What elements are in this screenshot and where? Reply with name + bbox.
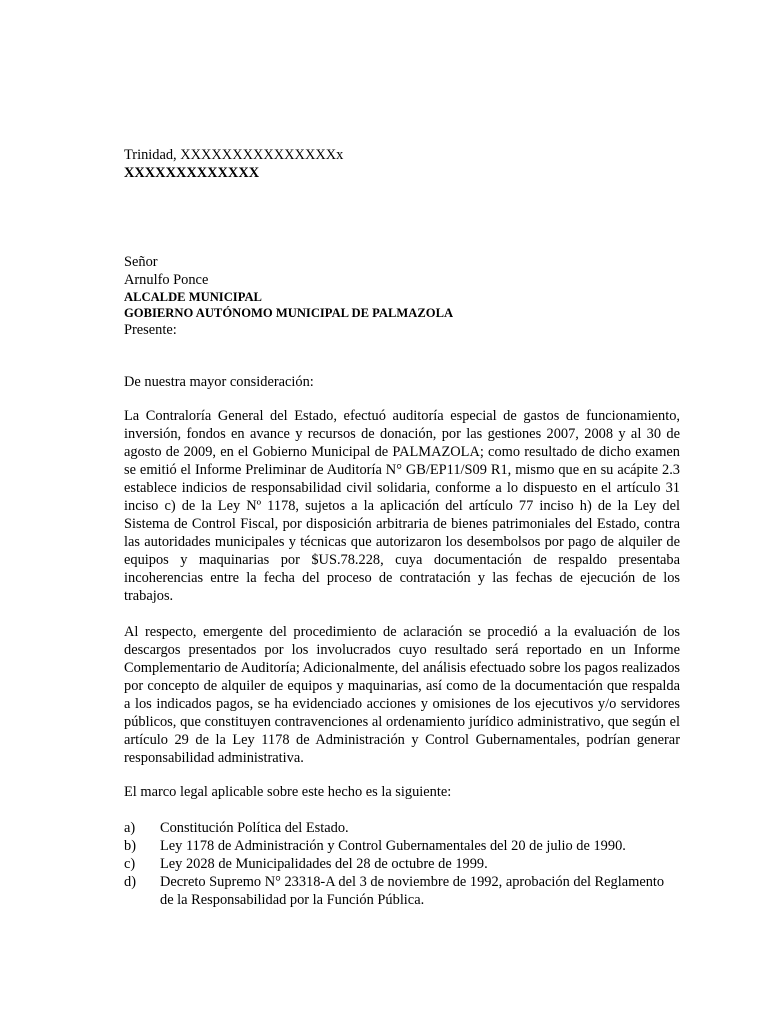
legal-intro: El marco legal aplicable sobre este hecho es la siguiente: [124, 784, 452, 800]
paragraph-1: La Contraloría General del Estado, efectuó auditoría especial de gastos de funcionamiento, inversión, fondos en avance y recursos de donación, por las gestiones 2007, 2008 y al 30 de agosto de 2009, en el Gobierno Municipal de PALMAZOLA; como resultado de dicho examen se emitió el Informe Preliminar de Auditoría N° GB/EP11/S09 R1, mismo que en su acápite 2.3 establece indicios de responsabilidad civil solidaria, conforme a lo dispuesto en el artículo 31 inciso c) de la Ley Nº 1178, sujetos a la aplicación del artículo 77 inciso h) de la Ley del Sistema de Control Fiscal, por disposición arbitraria de bienes patrimoniales del Estado, contra las autoridades municipales y técnicas que autorizaron los desembolsos por pago de alquiler de equipos y maquinarias por $US.78.228, cuya documentación de respaldo presentaba incoherencias entre la fecha del proceso de contratación y las fechas de ejecución de los trabajos. [124, 408, 680, 604]
legal-list-item [124, 855, 680, 873]
legal-list-item [124, 819, 680, 837]
legal-list-item [124, 837, 680, 855]
list-marker: a) [124, 820, 136, 836]
recipient-institution: GOBIERNO AUTÓNOMO MUNICIPAL DE PALMAZOLA [124, 306, 454, 320]
recipient-salutation: Señor [124, 254, 158, 270]
place-date: Trinidad, XXXXXXXXXXXXXXXx [124, 147, 344, 163]
list-item-text: Ley 1178 de Administración y Control Gubernamentales del 20 de julio de 1990. [160, 838, 626, 854]
list-item-text: Constitución Política del Estado. [160, 820, 349, 836]
reference-line: XXXXXXXXXXXXX [124, 165, 260, 181]
letter-header [124, 146, 680, 182]
list-marker: d) [124, 874, 136, 890]
greeting-block [124, 373, 680, 391]
recipient-presente: Presente: [124, 322, 177, 338]
recipient-position: ALCALDE MUNICIPAL [124, 290, 262, 304]
list-marker: b) [124, 838, 136, 854]
paragraph-2: Al respecto, emergente del procedimiento de aclaración se procedió a la evaluación de los descargos presentados por los involucrados cuyo resultado será reportado en un Informe Complementario de Auditoría; Adicionalmente, del análisis efectuado sobre los pagos realizados por concepto de alquiler de equipos y maquinarias, así como de la documentación que respalda a los indicados pagos, se ha evidenciado acciones y omisiones de los ejecutivos y/o servidores públicos, que constituyen contravenciones al ordenamiento jurídico administrativo, que según el artículo 29 de la Ley 1178 de Administración y Control Gubernamentales, podrían generar responsabilidad administrativa. [124, 624, 680, 766]
recipient-block [124, 253, 680, 339]
list-item-text: Decreto Supremo N° 23318-A del 3 de noviembre de 1992, aprobación del Reglamento de la Responsabilidad por la Función Pública. [160, 874, 665, 908]
list-item-text: Ley 2028 de Municipalidades del 28 de octubre de 1999. [160, 856, 488, 872]
greeting: De nuestra mayor consideración: [124, 374, 314, 390]
legal-intro-block [124, 783, 680, 801]
paragraph-1-block [124, 407, 680, 605]
legal-list-item [124, 873, 680, 909]
list-marker: c) [124, 856, 136, 872]
legal-list [124, 819, 680, 909]
legal-list-block [124, 819, 680, 909]
paragraph-2-block [124, 623, 680, 767]
recipient-name: Arnulfo Ponce [124, 272, 209, 288]
